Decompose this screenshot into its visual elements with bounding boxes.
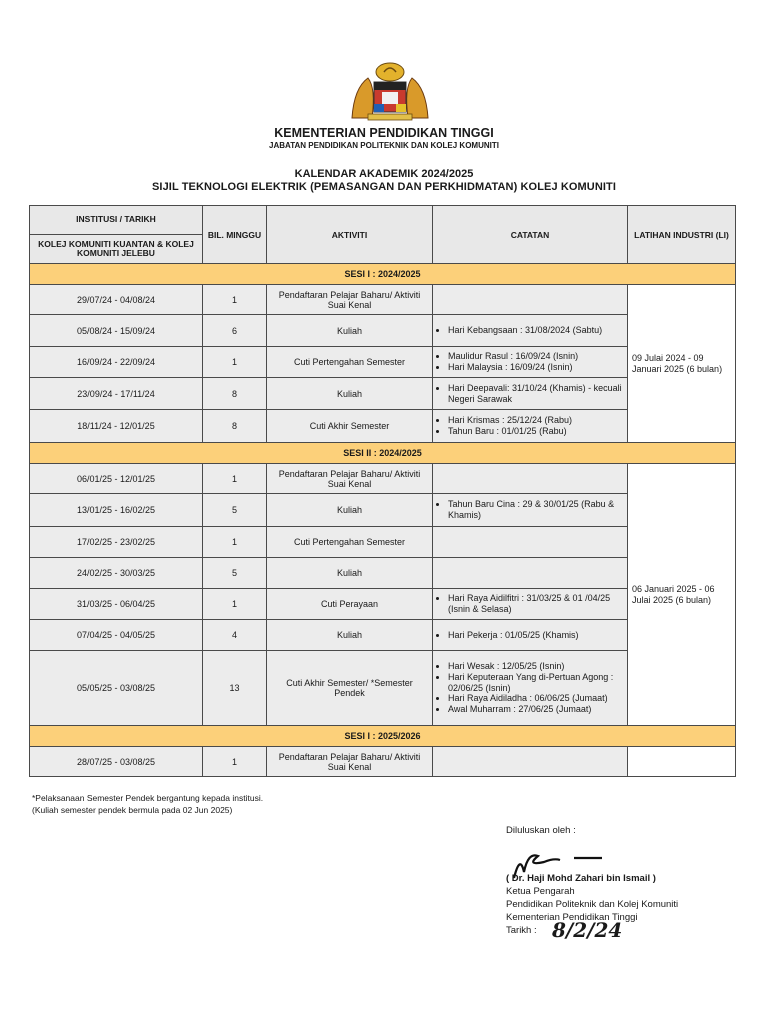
date-cell: 24/02/25 - 30/03/25 [30,558,203,589]
note-item: • Hari Malaysia : 16/09/24 (Isnin) [448,362,623,373]
note-item: • Hari Keputeraan Yang di-Pertuan Agong : 02/06/25 (Isnin) [448,672,623,694]
header-catatan: CATATAN [433,206,628,264]
session-header: SESI I : 2025/2026 [30,726,736,747]
note-item: • Hari Raya Aidilfitri : 31/03/25 & 01 /04/25 (Isnin & Selasa) [448,593,623,615]
date-cell: 06/01/25 - 12/01/25 [30,464,203,494]
notes-cell [433,378,628,410]
note-item: • Hari Wesak : 12/05/25 (Isnin) [448,661,623,672]
notes-cell [433,410,628,443]
notes-cell [433,589,628,620]
weeks-cell: 1 [203,589,267,620]
approval-label: Diluluskan oleh : [506,825,576,836]
header-bil-minggu: BIL. MINGGU [203,206,267,264]
calendar-title: KALENDAR AKADEMIK 2024/2025 [294,168,474,180]
notes-cell [433,285,628,315]
handwritten-date: 8/2/24 [552,918,623,942]
date-cell: 31/03/25 - 06/04/25 [30,589,203,620]
note-item: • Hari Kebangsaan : 31/08/2024 (Sabtu) [448,325,623,336]
date-cell: 07/04/25 - 04/05/25 [30,620,203,651]
notes-cell [433,347,628,378]
note-item: • Hari Raya Aidiladha : 06/06/25 (Jumaat) [448,693,623,704]
weeks-cell: 8 [203,410,267,443]
notes-cell [433,651,628,726]
header-institusi [30,206,203,264]
note-item: • Awal Muharram : 27/06/25 (Jumaat) [448,704,623,715]
notes-cell [433,464,628,494]
note-item: • Tahun Baru : 01/01/25 (Rabu) [448,426,623,437]
activity-cell: Cuti Pertengahan Semester [267,347,433,378]
approver-department: Pendidikan Politeknik dan Kolej Komuniti [506,899,679,910]
academic-calendar-table [29,205,736,777]
date-cell: 29/07/24 - 04/08/24 [30,285,203,315]
latihan-industri-cell: 09 Julai 2024 - 09 Januari 2025 (6 bulan) [628,285,736,443]
table-row [30,747,736,777]
approver-name: ( Dr. Haji Mohd Zahari bin Ismail ) [506,873,656,884]
note-item: • Hari Deepavali: 31/10/24 (Khamis) - kecuali Negeri Sarawak [448,383,623,405]
header-kolej: KOLEJ KOMUNITI KUANTAN & KOLEJ KOMUNITI JELEBU [38,238,194,258]
activity-cell: Cuti Perayaan [267,589,433,620]
date-cell: 05/05/25 - 03/08/25 [30,651,203,726]
header-aktiviti: AKTIVITI [267,206,433,264]
activity-cell: Kuliah [267,315,433,347]
activity-cell: Pendaftaran Pelajar Baharu/ Aktiviti Suai Kenal [267,285,433,315]
footnote-kuliah: (Kuliah semester pendek bermula pada 02 Jun 2025) [32,805,233,815]
approver-ministry: Kementerian Pendidikan Tinggi [506,912,638,923]
date-cell: 05/08/24 - 15/09/24 [30,315,203,347]
latihan-industri-cell: 06 Januari 2025 - 06 Julai 2025 (6 bulan) [628,464,736,726]
date-cell: 17/02/25 - 23/02/25 [30,527,203,558]
activity-cell: Kuliah [267,494,433,527]
date-cell: 28/07/25 - 03/08/25 [30,747,203,777]
approver-position: Ketua Pengarah [506,886,575,897]
activity-cell: Kuliah [267,378,433,410]
weeks-cell: 1 [203,285,267,315]
date-cell: 18/11/24 - 12/01/25 [30,410,203,443]
weeks-cell: 1 [203,347,267,378]
table-row [30,285,736,315]
note-item: • Tahun Baru Cina : 29 & 30/01/25 (Rabu & Khamis) [448,499,623,521]
session-header: SESI I : 2024/2025 [30,264,736,285]
notes-cell [433,527,628,558]
date-cell: 13/01/25 - 16/02/25 [30,494,203,527]
activity-cell: Cuti Pertengahan Semester [267,527,433,558]
notes-cell [433,558,628,589]
weeks-cell: 6 [203,315,267,347]
weeks-cell: 1 [203,527,267,558]
programme-title: SIJIL TEKNOLOGI ELEKTRIK (PEMASANGAN DAN PERKHIDMATAN) KOLEJ KOMUNITI [151,181,617,193]
activity-cell: Pendaftaran Pelajar Baharu/ Aktiviti Suai Kenal [267,747,433,777]
notes-cell [433,494,628,527]
notes-cell [433,747,628,777]
note-item: • Maulidur Rasul : 16/09/24 (Isnin) [448,351,623,362]
footnote-pelaksanaan: *Pelaksanaan Semester Pendek bergantung kepada institusi. [32,793,264,803]
notes-cell [433,315,628,347]
note-item: • Hari Krismas : 25/12/24 (Rabu) [448,415,623,426]
session-header: SESI II : 2024/2025 [30,443,736,464]
notes-cell [433,620,628,651]
date-cell: 23/09/24 - 17/11/24 [30,378,203,410]
activity-cell: Kuliah [267,620,433,651]
note-item: • Hari Pekerja : 01/05/25 (Khamis) [448,630,623,641]
activity-cell: Cuti Akhir Semester/ *Semester Pendek [267,651,433,726]
weeks-cell: 13 [203,651,267,726]
date-label: Tarikh : [506,925,537,936]
weeks-cell: 4 [203,620,267,651]
coat-of-arms-logo [348,58,432,124]
activity-cell: Pendaftaran Pelajar Baharu/ Aktiviti Suai Kenal [267,464,433,494]
activity-cell: Cuti Akhir Semester [267,410,433,443]
weeks-cell: 5 [203,494,267,527]
department-title: JABATAN PENDIDIKAN POLITEKNIK DAN KOLEJ KOMUNITI [269,141,499,150]
date-cell: 16/09/24 - 22/09/24 [30,347,203,378]
weeks-cell: 8 [203,378,267,410]
activity-cell: Kuliah [267,558,433,589]
latihan-industri-cell [628,747,736,777]
ministry-title: KEMENTERIAN PENDIDIKAN TINGGI [274,126,494,140]
table-row [30,464,736,494]
header-latihan-industri: LATIHAN INDUSTRI (LI) [628,206,736,264]
weeks-cell: 5 [203,558,267,589]
weeks-cell: 1 [203,464,267,494]
weeks-cell: 1 [203,747,267,777]
header-institusi-tarikh: INSTITUSI / TARIKH [30,206,202,235]
